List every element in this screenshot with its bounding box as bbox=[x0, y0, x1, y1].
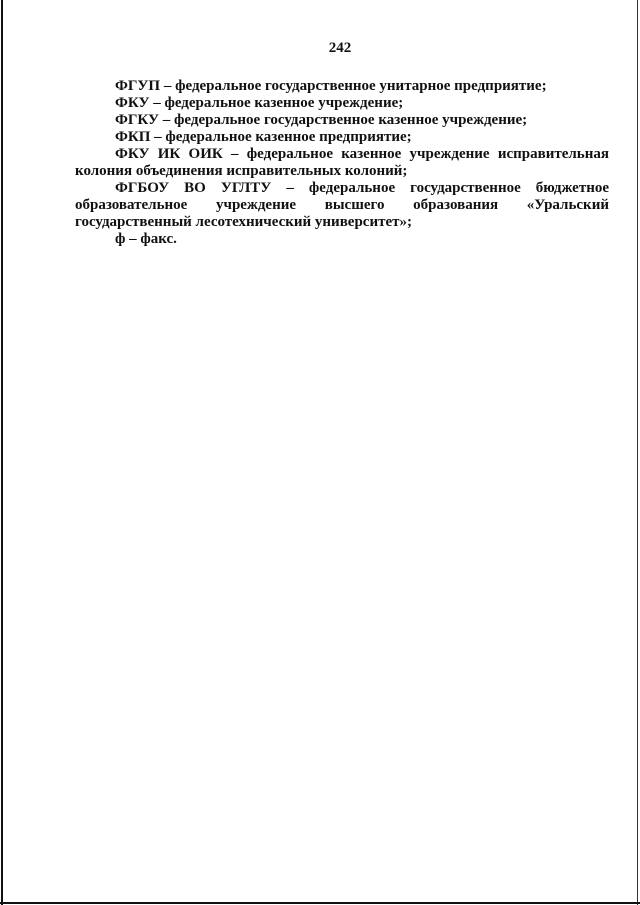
abbreviation-fgbou-vo-ugltu: ФГБОУ ВО УГЛТУ – федеральное государственное бюджетное образовательное учреждение высшего образования «Уральский государственный лесотехнический университет»; bbox=[75, 180, 609, 230]
abbreviation-fku: ФКУ – федеральное казенное учреждение; bbox=[115, 95, 404, 111]
page-number: 242 bbox=[328, 40, 352, 56]
abbreviation-fgku: ФГКУ – федеральное государственное казенное учреждение; bbox=[115, 112, 528, 128]
abbreviation-fax: ф – факс. bbox=[115, 231, 177, 247]
page-border-right bbox=[637, 0, 638, 905]
abbreviation-fku-ik-oik: ФКУ ИК ОИК – федеральное казенное учреждение исправительная колония объединения исправительных колоний; bbox=[75, 146, 609, 179]
abbreviation-fgup: ФГУП – федеральное государственное унитарное предприятие; bbox=[115, 78, 547, 94]
abbreviation-fkp: ФКП – федеральное казенное предприятие; bbox=[115, 129, 412, 145]
abbreviations-list bbox=[75, 78, 609, 248]
page-border-bottom bbox=[0, 902, 640, 904]
page-border-left bbox=[1, 0, 3, 905]
